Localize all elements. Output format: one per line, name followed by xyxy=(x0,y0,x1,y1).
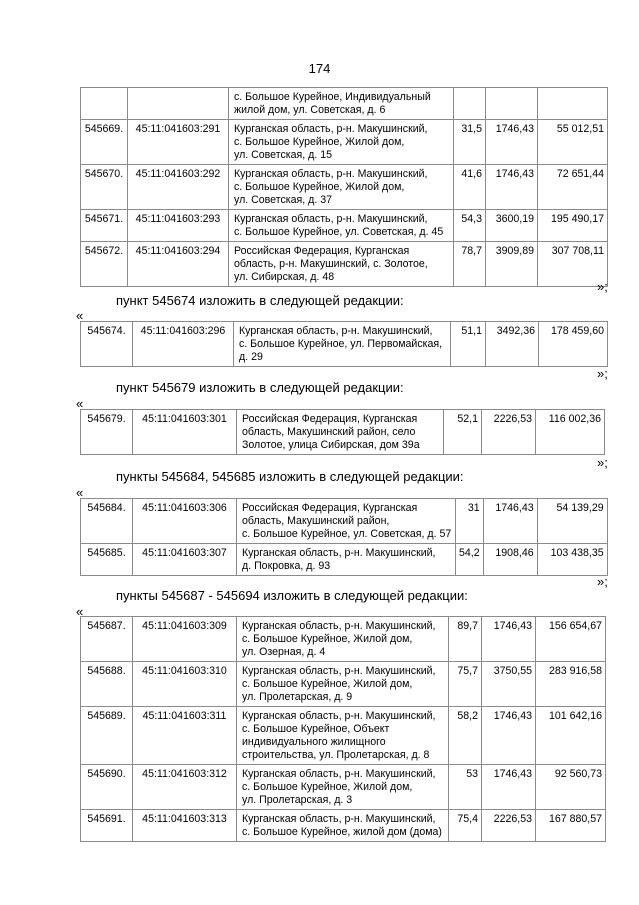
opening-quote: « xyxy=(76,604,84,619)
unit-price-cell: 3600,19 xyxy=(486,210,538,242)
address-line: область, р-н. Макушинский, с. Золотое, xyxy=(234,258,428,270)
address-line: Российская Федерация, Курганская xyxy=(242,413,418,425)
unit-price-cell: 1908,46 xyxy=(483,544,537,576)
area-cell: 41,6 xyxy=(454,165,486,210)
address-line: с. Большое Курейное, Жилой дом, xyxy=(234,136,405,148)
row-number-cell: 545679. xyxy=(81,410,133,455)
cadastral-number-cell: 45:11:041603:301 xyxy=(133,410,237,455)
closing-quote: »; xyxy=(597,455,608,470)
address-line: Курганская область, р-н. Макушинский, xyxy=(239,325,433,337)
area-cell: 51,1 xyxy=(451,322,486,367)
row-number-cell: 545687. xyxy=(81,617,133,662)
cadastral-number-cell: 45:11:041603:311 xyxy=(133,707,237,765)
cadastral-value-cell: 307 708,11 xyxy=(538,242,608,287)
address-line: с. Большое Курейное, Жилой дом, xyxy=(242,781,413,793)
unit-price-cell: 2226,53 xyxy=(482,810,536,842)
address-cell xyxy=(237,707,449,765)
address-line: с. Большое Курейное, ул. Первомайская, xyxy=(239,338,443,350)
address-cell xyxy=(229,88,454,120)
cadastral-number-cell: 45:11:041603:309 xyxy=(133,617,237,662)
address-line: Курганская область, р-н. Макушинский, xyxy=(242,813,436,825)
address-cell xyxy=(237,765,449,810)
address-line: с. Большое Курейное, Объект xyxy=(242,723,390,735)
table-row xyxy=(81,662,606,707)
table-row xyxy=(81,707,606,765)
unit-price-cell: 1746,43 xyxy=(483,499,537,544)
address-line: ул. Советская, д. 37 xyxy=(234,194,332,206)
row-number-cell: 545690. xyxy=(81,765,133,810)
unit-price-cell: 3492,36 xyxy=(486,322,539,367)
area-cell: 75,4 xyxy=(449,810,482,842)
unit-price-cell xyxy=(486,88,538,120)
address-line: Курганская область, р-н. Макушинский, xyxy=(242,768,436,780)
cadastral-value-cell: 55 012,51 xyxy=(538,120,608,165)
address-line: ул. Пролетарская, д. 9 xyxy=(242,691,353,703)
row-number-cell: 545685. xyxy=(81,544,133,576)
data-table xyxy=(80,498,608,576)
address-cell xyxy=(237,499,456,544)
row-number-cell: 545669. xyxy=(81,120,128,165)
row-number-cell: 545674. xyxy=(81,322,133,367)
unit-price-cell: 1746,43 xyxy=(482,707,536,765)
table-row xyxy=(81,322,608,367)
table-row xyxy=(81,88,608,120)
address-line: Курганская область, р-н. Макушинский, xyxy=(234,168,428,180)
unit-price-cell: 3750,55 xyxy=(482,662,536,707)
row-number-cell: 545684. xyxy=(81,499,133,544)
unit-price-cell: 1746,43 xyxy=(486,165,538,210)
area-cell: 31,5 xyxy=(454,120,486,165)
row-number-cell: 545671. xyxy=(81,210,128,242)
address-cell xyxy=(237,810,449,842)
area-cell: 54,2 xyxy=(456,544,484,576)
cadastral-number-cell: 45:11:041603:294 xyxy=(128,242,229,287)
address-line: ул. Озерная, д. 4 xyxy=(242,646,326,658)
address-line: с. Большое Курейное, Жилой дом, xyxy=(242,633,413,645)
unit-price-cell: 3909,89 xyxy=(486,242,538,287)
cadastral-number-cell: 45:11:041603:296 xyxy=(133,322,234,367)
address-line: область, Макушинский район, xyxy=(242,515,390,527)
address-line: Курганская область, р-н. Макушинский, xyxy=(234,213,428,225)
address-line: с. Большое Курейное, ул. Советская, д. 45 xyxy=(234,226,444,238)
opening-quote: « xyxy=(76,308,84,323)
closing-quote: »; xyxy=(597,366,608,381)
row-number-cell: 545691. xyxy=(81,810,133,842)
address-line: ул. Пролетарская, д. 3 xyxy=(242,794,353,806)
address-line: строительства, ул. Пролетарская, д. 8 xyxy=(242,749,430,761)
address-line: жилой дом, ул. Советская, д. 6 xyxy=(234,104,386,116)
cadastral-value-cell: 195 490,17 xyxy=(538,210,608,242)
address-line: ул. Сибирская, д. 48 xyxy=(234,271,335,283)
cadastral-number-cell: 45:11:041603:307 xyxy=(133,544,237,576)
address-line: область, Макушинский район, село xyxy=(242,426,416,438)
address-cell xyxy=(237,544,456,576)
cadastral-value-cell: 92 560,73 xyxy=(536,765,606,810)
address-cell xyxy=(237,662,449,707)
address-line: индивидуального жилищного xyxy=(242,736,386,748)
table-row xyxy=(81,765,606,810)
cadastral-number-cell: 45:11:041603:310 xyxy=(133,662,237,707)
cadastral-value-cell: 72 651,44 xyxy=(538,165,608,210)
address-line: д. 29 xyxy=(239,351,263,363)
data-table xyxy=(80,616,606,842)
row-number-cell: 545670. xyxy=(81,165,128,210)
amendment-instruction: пункты 545687 - 545694 изложить в следующей редакции: xyxy=(116,588,468,603)
area-cell: 89,7 xyxy=(449,617,482,662)
data-table xyxy=(80,409,605,455)
amendment-instruction: пункт 545679 изложить в следующей редакции: xyxy=(116,380,404,395)
address-line: ул. Советская, д. 15 xyxy=(234,149,332,161)
row-number-cell: 545672. xyxy=(81,242,128,287)
opening-quote: « xyxy=(76,396,84,411)
table-row xyxy=(81,210,608,242)
address-line: Курганская область, р-н. Макушинский, xyxy=(242,710,436,722)
address-line: Курганская область, р-н. Макушинский, xyxy=(242,547,436,559)
cadastral-value-cell: 54 139,29 xyxy=(537,499,607,544)
table-row xyxy=(81,120,608,165)
address-line: Курганская область, р-н. Макушинский, xyxy=(242,620,436,632)
address-line: Российская Федерация, Курганская xyxy=(234,245,410,257)
address-line: д. Покровка, д. 93 xyxy=(242,560,331,572)
row-number-cell: 545689. xyxy=(81,707,133,765)
cadastral-value-cell: 103 438,35 xyxy=(537,544,607,576)
cadastral-number-cell: 45:11:041603:292 xyxy=(128,165,229,210)
cadastral-number-cell: 45:11:041603:313 xyxy=(133,810,237,842)
table-row xyxy=(81,544,608,576)
area-cell: 78,7 xyxy=(454,242,486,287)
address-line: Курганская область, р-н. Макушинский, xyxy=(234,123,428,135)
area-cell: 52,1 xyxy=(444,410,482,455)
address-cell xyxy=(234,322,451,367)
address-line: с. Большое Курейное, ул. Советская, д. 57 xyxy=(242,528,452,540)
cadastral-value-cell xyxy=(538,88,608,120)
amendment-instruction: пункты 545684, 545685 изложить в следующей редакции: xyxy=(116,469,464,484)
data-table xyxy=(80,321,608,367)
cadastral-value-cell: 156 654,67 xyxy=(536,617,606,662)
address-cell xyxy=(237,410,444,455)
area-cell: 75,7 xyxy=(449,662,482,707)
address-cell xyxy=(229,242,454,287)
address-line: с. Большое Курейное, Индивидуальный xyxy=(234,91,431,103)
unit-price-cell: 1746,43 xyxy=(486,120,538,165)
address-line: с. Большое Курейное, Жилой дом, xyxy=(234,181,405,193)
address-line: Российская Федерация, Курганская xyxy=(242,502,418,514)
cadastral-number-cell xyxy=(128,88,229,120)
address-line: Курганская область, р-н. Макушинский, xyxy=(242,665,436,677)
address-line: Золотое, улица Сибирская, дом 39а xyxy=(242,439,420,451)
address-cell xyxy=(229,120,454,165)
closing-quote: »; xyxy=(597,279,608,294)
address-cell xyxy=(229,165,454,210)
area-cell: 53 xyxy=(449,765,482,810)
data-table xyxy=(80,87,608,287)
opening-quote: « xyxy=(76,485,84,500)
unit-price-cell: 2226,53 xyxy=(482,410,536,455)
cadastral-value-cell: 101 642,16 xyxy=(536,707,606,765)
table-row xyxy=(81,165,608,210)
area-cell: 58,2 xyxy=(449,707,482,765)
page-number: 174 xyxy=(308,61,331,76)
amendment-instruction: пункт 545674 изложить в следующей редакции: xyxy=(116,293,404,308)
row-number-cell xyxy=(81,88,128,120)
table-row xyxy=(81,242,608,287)
table-row xyxy=(81,810,606,842)
table-row xyxy=(81,410,605,455)
cadastral-number-cell: 45:11:041603:293 xyxy=(128,210,229,242)
cadastral-number-cell: 45:11:041603:312 xyxy=(133,765,237,810)
address-cell xyxy=(229,210,454,242)
table-row xyxy=(81,617,606,662)
cadastral-number-cell: 45:11:041603:291 xyxy=(128,120,229,165)
table-row xyxy=(81,499,608,544)
cadastral-value-cell: 167 880,57 xyxy=(536,810,606,842)
area-cell: 31 xyxy=(456,499,484,544)
closing-quote: »; xyxy=(597,574,608,589)
cadastral-value-cell: 178 459,60 xyxy=(539,322,608,367)
address-line: с. Большое Курейное, жилой дом (дома) xyxy=(242,826,442,838)
unit-price-cell: 1746,43 xyxy=(482,617,536,662)
cadastral-value-cell: 116 002,36 xyxy=(536,410,605,455)
unit-price-cell: 1746,43 xyxy=(482,765,536,810)
cadastral-number-cell: 45:11:041603:306 xyxy=(133,499,237,544)
address-cell xyxy=(237,617,449,662)
area-cell xyxy=(454,88,486,120)
cadastral-value-cell: 283 916,58 xyxy=(536,662,606,707)
area-cell: 54,3 xyxy=(454,210,486,242)
address-line: с. Большое Курейное, Жилой дом, xyxy=(242,678,413,690)
row-number-cell: 545688. xyxy=(81,662,133,707)
